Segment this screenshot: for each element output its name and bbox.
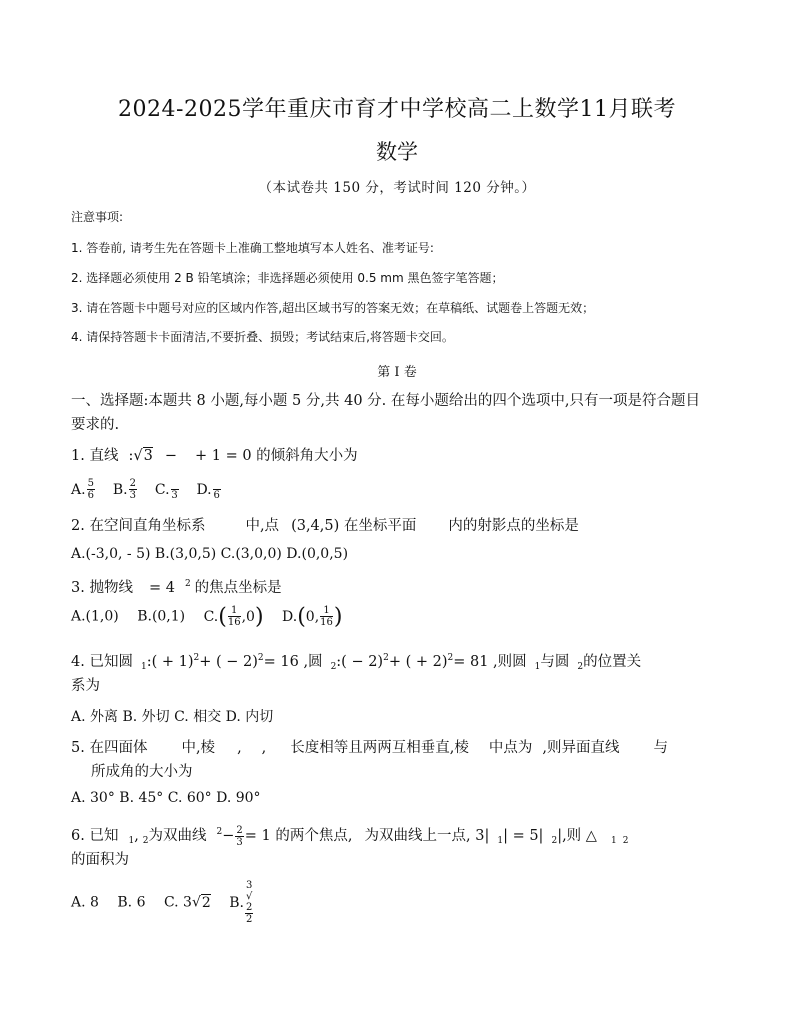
question-2-stem bbox=[71, 514, 579, 535]
notice-item-4: 4. 请保持答题卡卡面清洁,不要折叠、损毁；考试结束后,将答题卡交回。 bbox=[71, 330, 454, 344]
q6-sq: 2 bbox=[216, 827, 223, 837]
q1-c-den: 3 bbox=[171, 490, 178, 501]
q6-option-a[interactable]: A. 8 bbox=[71, 894, 99, 911]
q6-sub-1: 1 bbox=[128, 836, 135, 846]
q3-d-den: 16 bbox=[320, 617, 333, 628]
q1-b-num: 2 bbox=[129, 478, 136, 489]
q4-f: + ( + 2) bbox=[388, 654, 448, 670]
notice-item-1: 1. 答卷前, 请考生先在答题卡上准确工整地填写本人姓名、准考证号: bbox=[71, 241, 434, 255]
q1-a-num: 5 bbox=[87, 478, 94, 489]
q3-d-open-paren: ( bbox=[297, 604, 306, 629]
q5-a: 5. 在四面体 bbox=[71, 740, 148, 756]
q6-e: | = 5| bbox=[503, 828, 544, 844]
q2-stem-d: 内的射影点的坐标是 bbox=[448, 518, 579, 534]
q5-h: 与 bbox=[653, 740, 668, 756]
q1-sqrt: 3 bbox=[143, 448, 153, 464]
question-1-options bbox=[71, 478, 222, 501]
q1-a-den: 6 bbox=[87, 490, 94, 501]
q6-frac-num: 2 bbox=[236, 824, 243, 836]
exam-title: 2024-2025学年重庆市育才中学校高二上数学11月联考 bbox=[118, 97, 676, 122]
q3-c-num: 1 bbox=[228, 605, 241, 617]
q3-c-open-paren: ( bbox=[218, 604, 227, 629]
q6-d: 为双曲线上一点, 3| bbox=[364, 828, 490, 844]
q4-e: :( − 2) bbox=[336, 654, 384, 670]
question-2-options: A.(-3,0, - 5) B.(3,0,5) C.(3,0,0) D.(0,0,5) bbox=[71, 546, 349, 562]
q3-option-a[interactable]: A.(1,0) bbox=[71, 608, 119, 625]
sqrt-symbol: √ bbox=[191, 894, 201, 911]
q3-d-x: 0, bbox=[305, 608, 320, 625]
q4-sub-1: 1 bbox=[140, 662, 147, 672]
q3-c-den: 16 bbox=[227, 617, 241, 628]
q3-c-y: ,0 bbox=[241, 608, 255, 625]
q6-option-b[interactable]: B. 6 bbox=[117, 894, 146, 911]
q3-option-c[interactable] bbox=[203, 604, 264, 629]
section-heading-line2: 要求的. bbox=[71, 417, 120, 433]
q2-stem-b: 中,点 bbox=[245, 518, 280, 534]
q3-option-c-fraction bbox=[228, 605, 241, 628]
q1-option-a-fraction bbox=[87, 478, 95, 501]
q6-d-den: 2 bbox=[246, 914, 253, 925]
q4-sub-3: 1 bbox=[534, 662, 541, 672]
q3-c-close-paren: ) bbox=[254, 604, 264, 629]
question-6-stem-line1 bbox=[71, 824, 628, 848]
q1-tail: + 1 = 0 的倾斜角大小为 bbox=[194, 448, 358, 464]
q4-sub-2: 2 bbox=[330, 662, 337, 672]
q5-e: 长度相等且两两互相垂直,棱 bbox=[290, 740, 469, 756]
q3-d-close-paren: ) bbox=[333, 604, 343, 629]
q2-stem-a: 2. 在空间直角坐标系 bbox=[71, 518, 206, 534]
q3-stem-b: = 4 bbox=[148, 580, 175, 596]
exam-note: （本试卷共 150 分，考试时间 120 分钟。） bbox=[258, 180, 536, 196]
q6-c: = 1 的两个焦点, bbox=[244, 828, 353, 844]
q5-g: ,则异面直线 bbox=[542, 740, 620, 756]
q4-d: = 16 ,圆 bbox=[263, 654, 323, 670]
q3-option-b[interactable]: B.(0,1) bbox=[137, 608, 186, 625]
q6-sub-6: 2 bbox=[622, 836, 629, 846]
q6-d-num-coef: 3 bbox=[246, 880, 253, 891]
q3-d-num: 1 bbox=[320, 605, 333, 617]
q6-a: 6. 已知 bbox=[71, 828, 119, 844]
question-3-options bbox=[71, 604, 342, 629]
q1-option-c-label: C. bbox=[154, 481, 170, 498]
q6-option-d-fraction: 3 √ 2 2 bbox=[246, 880, 253, 925]
q1-option-a[interactable] bbox=[71, 478, 96, 501]
q6-b: 为双曲线 bbox=[148, 828, 207, 844]
q6-sub-2: 2 bbox=[142, 836, 149, 846]
q1-option-b[interactable] bbox=[112, 478, 138, 501]
q4-i: 的位置关 bbox=[583, 654, 642, 670]
q3-stem-a: 3. 抛物线 bbox=[71, 580, 133, 596]
question-5-options: A. 30° B. 45° C. 60° D. 90° bbox=[71, 790, 261, 806]
q1-option-c-fraction bbox=[171, 478, 179, 501]
subject-title: 数学 bbox=[376, 140, 418, 164]
q6-option-d[interactable] bbox=[229, 880, 254, 925]
q6-frac-den: 3 bbox=[236, 836, 243, 848]
q3-superscript: 2 bbox=[184, 579, 191, 589]
section-heading-line1: 一、选择题:本题共 8 小题,每小题 5 分,共 40 分. 在每小题给出的四个选项中,只有一项是符合题目 bbox=[71, 393, 700, 409]
q1-option-c[interactable] bbox=[154, 481, 180, 501]
volume-label: 第 I 卷 bbox=[377, 365, 417, 380]
q1-option-d-fraction bbox=[213, 478, 221, 501]
q6-minus: − bbox=[222, 828, 235, 844]
question-6-options bbox=[71, 880, 254, 925]
q1-minus: − bbox=[164, 448, 177, 464]
q4-sq-4: 2 bbox=[447, 653, 454, 663]
q4-c: + ( − 2) bbox=[199, 654, 258, 670]
q4-sub-4: 2 bbox=[577, 662, 584, 672]
q6-f: |,则 △ bbox=[557, 828, 597, 844]
q3-stem-c: 的焦点坐标是 bbox=[194, 580, 282, 596]
q5-f: 中点为 bbox=[488, 740, 533, 756]
q6-comma: , bbox=[134, 828, 139, 844]
q6-c-sqrt: 2 bbox=[201, 894, 211, 911]
q4-h: 与圆 bbox=[540, 654, 570, 670]
notice-item-2: 2. 选择题必须使用 2 B 铅笔填涂；非选择题必须使用 0.5 mm 黑色签字笔答题； bbox=[71, 271, 504, 285]
question-5-stem-line2: 所成角的大小为 bbox=[91, 764, 193, 780]
q2-stem-c: (3,4,5) 在坐标平面 bbox=[291, 518, 417, 534]
q6-sub-5: 1 bbox=[610, 836, 617, 846]
q3-option-d[interactable] bbox=[282, 604, 343, 629]
question-4-options: A. 外离 B. 外切 C. 相交 D. 内切 bbox=[71, 709, 274, 725]
q5-b: 中,棱 bbox=[181, 740, 216, 756]
q6-option-d-label: B. bbox=[229, 894, 245, 911]
q5-d: , bbox=[261, 740, 267, 756]
question-1-stem bbox=[71, 444, 358, 465]
q3-option-c-label: C. bbox=[203, 608, 219, 625]
q1-colon: : bbox=[128, 448, 134, 464]
question-3-stem bbox=[71, 576, 282, 597]
q1-option-a-label: A. bbox=[71, 481, 86, 498]
q4-sq-3: 2 bbox=[383, 653, 389, 663]
q6-sub-4: 2 bbox=[551, 836, 558, 846]
q1-option-d-label: D. bbox=[196, 481, 212, 498]
q4-b: :( + 1) bbox=[146, 654, 194, 670]
q6-option-c-label: C. 3 bbox=[163, 894, 192, 911]
q6-fraction bbox=[235, 825, 243, 848]
q1-d-den: 6 bbox=[213, 490, 220, 501]
q6-d-num-sqrt: 2 bbox=[246, 902, 253, 913]
q6-option-c[interactable] bbox=[164, 894, 211, 911]
q4-sq-1: 2 bbox=[193, 653, 200, 663]
question-4-stem-line1 bbox=[71, 650, 641, 672]
q4-g: = 81 ,则圆 bbox=[453, 654, 527, 670]
question-4-stem-line2: 系为 bbox=[71, 678, 100, 694]
q4-a: 4. 已知圆 bbox=[71, 654, 133, 670]
q1-option-b-label: B. bbox=[112, 481, 128, 498]
q3-option-d-fraction bbox=[320, 605, 333, 628]
question-5-stem-line1 bbox=[71, 736, 668, 757]
q4-sq-2: 2 bbox=[257, 653, 264, 663]
q6-sub-3: 1 bbox=[497, 836, 504, 846]
notice-heading: 注意事项: bbox=[71, 210, 124, 224]
q3-option-d-label: D. bbox=[282, 608, 298, 625]
q1-option-d[interactable] bbox=[196, 481, 221, 501]
q1-number: 1. 直线 bbox=[71, 448, 119, 464]
notice-item-3: 3. 请在答题卡中题号对应的区域内作答,超出区域书写的答案无效；在草稿纸、试题卷上答题无效； bbox=[71, 301, 595, 315]
sqrt-symbol: √ bbox=[133, 448, 143, 464]
q1-option-b-fraction bbox=[129, 478, 137, 501]
q5-c: , bbox=[237, 740, 242, 756]
q1-b-den: 3 bbox=[129, 490, 136, 501]
question-6-stem-line2: 的面积为 bbox=[71, 852, 129, 868]
